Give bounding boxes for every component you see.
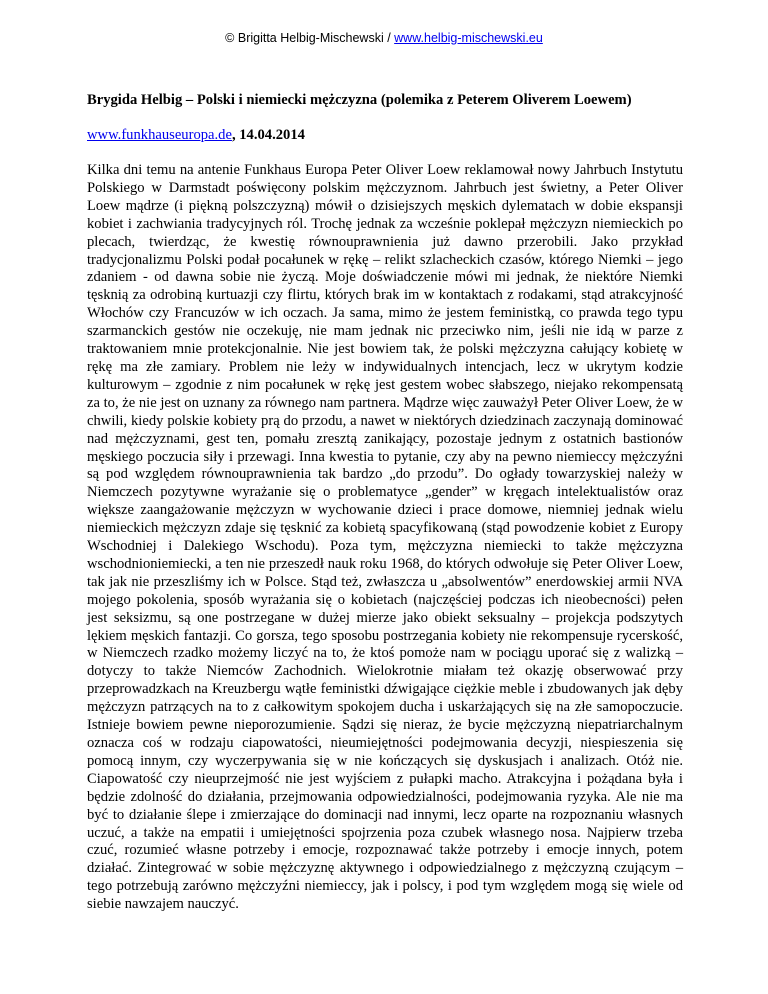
copyright-header — [0, 30, 768, 46]
article-body: Kilka dni temu na antenie Funkhaus Europa Peter Oliver Loew reklamował nowy Jahrbuch Instytutu Polskiego w Darmstadt poświęcony polskim mężczyznom. Jahrbuch jest świetny, a Peter Oliver Loew mądrze (i piękną polszczyzną) mówił o dzisiejszych męskich dylematach w dobie ekspansji kobiet i zachwiania tradycyjnych ról. Trochę jednak za wcześnie poklepał mężczyzn niemieckich po plecach, twierdząc, że kwestię równouprawnienia już dawno przerobili. Jako przykład tradycjonalizmu Polski podał pocałunek w rękę – relikt szlacheckich czasów, którego Niemki – jego zdaniem - od dawna sobie nie życzą. Moje doświadczenie mówi mi jednak, że niektóre Niemki tęsknią za odrobiną kurtuazji czy flirtu, których brak im w kontaktach z rodakami, stąd atrakcyjność Włochów czy Francuzów w ich oczach. Ja sama, mimo że jestem feministką, co prawda tego typu szarmanckich gestów nie oczekuję, nie mam jednak nic przeciwko nim, jeśli nie idą w parze z traktowaniem mnie protekcjonalnie. Nie jest bowiem tak, że polski mężczyzna całujący kobietę w rękę ma złe zamiary. Problem nie leży w indywidualnych intencjach, lecz w ukrytym kodzie kulturowym – zgodnie z nim pocałunek w rękę jest gestem wobec słabszego, niejako rekompensatą za to, że nie jest on uznany za równego nam partnera. Mądrze więc zauważył Peter Oliver Loew, że w chwili, kiedy polskie kobiety prą do przodu, a nawet w niektórych dziedzinach zaczynają dominować nad mężczyznami, gest ten, pomału zresztą zanikający, pozostaje jednym z ostatnich bastionów męskiego poczucia siły i przewagi. Inna kwestia to pytanie, czy aby na pewno niemieccy mężczyźni są pod względem równouprawnienia tak bardzo „do przodu”. Do ogłady towarzyskiej należy w Niemczech pozytywne wyrażanie się o problematyce „gender” w kręgach intelektualistów oraz większe zaangażowanie mężczyzn w wychowanie dzieci i prace domowe, niemniej jednak wielu niemieckich mężczyzn zdaje się tęsknić za kobietą spacyfikowaną (stąd powodzenie kobiet z Europy Wschodniej i Dalekiego Wschodu). Poza tym, mężczyzna niemiecki to także mężczyzna wschodnioniemiecki, a ten nie przeszedł nauk roku 1968, do których odwołuje się Peter Oliver Loew, tak jak nie przeszliśmy ich w Polsce. Stąd też, zwłaszcza u „absolwentów” enerdowskiej armii NVA mojego pokolenia, sposób wyrażania się o kobietach (najczęściej podczas ich nieobecności) pełen jest seksizmu, są one postrzegane w dużej mierze jako obiekt seksualny – projekcja podszytych lękiem męskich fantazji. Co gorsza, tego sposobu postrzegania kobiety nie rekompensuje rycerskość, w Niemczech rzadko możemy liczyć na to, że ktoś pomoże nam w pociągu uporać się z walizką – dotyczy to także Niemców Zachodnich. Wielokrotnie miałam też okazję obserwować przy przeprowadzkach na Kreuzbergu wątłe feministki dźwigające ciężkie meble i zbudowanych jak dęby mężczyzn patrzących na to z całkowitym spokojem ducha i uskarżających się na złe samopoczucie. Istnieje bowiem pewne nieporozumienie. Sądzi się nieraz, że bycie mężczyzną niepatriarchalnym oznacza coś w rodzaju ciapowatości, nieumiejętności podejmowania decyzji, niespieszenia się pomocą innym, czy wyczerpywania się w nie kończących się dyskusjach i analizach. Otóż nie. Ciapowatość czy nieuprzejmość nie jest wyjściem z pułapki macho. Atrakcyjna i pożądana była i będzie zdolność do działania, przejmowania odpowiedzialności, podejmowania ryzyka. Ale nie ma być to działanie ślepe i zmierzające do dominacji nad innymi, lecz oparte na rozpoznaniu własnych uczuć, a także na empatii i umiejętności spojrzenia poza czubek własnego nosa. Najpierw trzeba czuć, rozumieć własne potrzeby i emocje, rozpoznawać także potrzeby i emocje innych, potem działać. Zintegrować w sobie mężczyznę aktywnego i odpowiedzialnego z mężczyzną czującym – tego potrzebują zarówno mężczyźni niemieccy, jak i polscy, i pod tym względem mogą się wiele od siebie nawzajem nauczyć. — [87, 162, 683, 913]
author-website-link[interactable]: www.helbig-mischewski.eu — [394, 31, 543, 45]
copyright-text: © Brigitta Helbig-Mischewski / — [225, 31, 395, 45]
article-date: , 14.04.2014 — [231, 127, 305, 143]
source-link[interactable]: www.funkhauseuropa.de — [87, 127, 232, 143]
document-page — [87, 91, 683, 914]
article-title: Brygida Helbig – Polski i niemiecki mężczyzna (polemika z Peterem Oliverem Loewem) — [87, 92, 632, 108]
article-source — [87, 126, 683, 144]
